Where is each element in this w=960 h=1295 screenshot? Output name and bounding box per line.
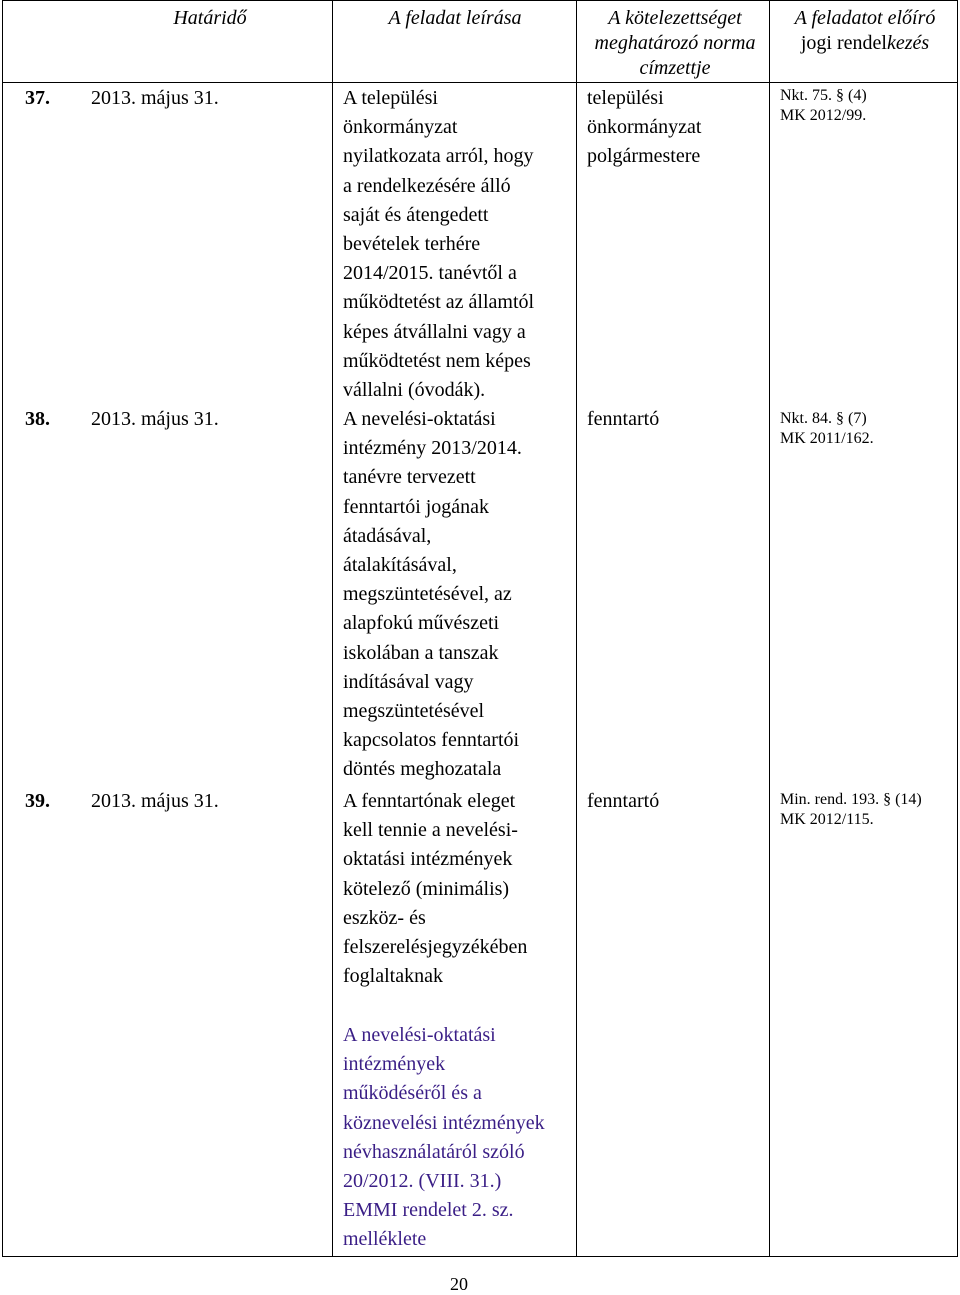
- row-description: A nevelési-oktatási intézmény 2013/2014. tanévre tervezett fenntartói jogának átadásával, átalakításával, megszüntetésével, az alapfokú művészeti iskolában a tanszak indításával vagy megszüntetésével kapcsolatos fenntartói döntés meghozatala: [343, 408, 522, 781]
- page-number: 20: [450, 1274, 468, 1294]
- row-deadline: 2013. május 31.: [91, 408, 219, 430]
- header-deadline: Határidő: [173, 7, 247, 29]
- row-number: 37.: [25, 87, 50, 109]
- row-recipient: fenntartó: [587, 408, 660, 430]
- row-recipient: települési önkormányzat polgármestere: [587, 87, 702, 168]
- row-number: 38.: [25, 408, 50, 430]
- header-legal-prefix: A feladatot előíró: [794, 7, 936, 29]
- row-description: A települési önkormányzat nyilatkozata arról, hogy a rendelkezésére álló saját és átengedett bevételek terhére 2014/2015. tanévtől a működtetést az államtól képes átvállalni vagy a működtetést nem képes vállalni (óvodák).: [343, 87, 535, 402]
- row-deadline: 2013. május 31.: [91, 790, 219, 812]
- row-number: 39.: [25, 790, 50, 812]
- row-legal-reference: Min. rend. 193. § (14) MK 2012/115.: [780, 791, 922, 828]
- row-deadline: 2013. május 31.: [91, 87, 219, 109]
- header-divider: [2, 82, 958, 83]
- column-divider: [576, 0, 577, 1257]
- row-legal-reference: Nkt. 84. § (7) MK 2011/162.: [780, 410, 874, 447]
- row-description: A fenntartónak eleget kell tennie a nevelési- oktatási intézmények kötelező (minimális) eszköz- és felszerelésjegyzékében foglaltaknak: [343, 790, 528, 988]
- header-legal-mid: jogi rendel: [800, 32, 887, 54]
- header-recipient: A kötelezettséget meghatározó norma címzettje: [594, 7, 756, 79]
- table-border-top: [2, 0, 958, 1]
- table-border-left: [2, 0, 3, 1257]
- table-border-bottom: [2, 1256, 958, 1257]
- header-description: A feladat leírása: [388, 7, 522, 29]
- column-divider: [332, 0, 333, 1257]
- column-divider: [769, 0, 770, 1257]
- header-legal: [775, 6, 955, 56]
- row-legal-reference: Nkt. 75. § (4) MK 2012/99.: [780, 87, 867, 124]
- header-legal-suffix: kezés: [886, 32, 930, 54]
- row-recipient: fenntartó: [587, 790, 660, 812]
- table-border-right: [957, 0, 958, 1257]
- regulation-link[interactable]: A nevelési-oktatási intézmények működéséről és a köznevelési intézmények névhasználatáról szóló 20/2012. (VIII. 31.) EMMI rendelet 2. sz. melléklete: [343, 1024, 545, 1251]
